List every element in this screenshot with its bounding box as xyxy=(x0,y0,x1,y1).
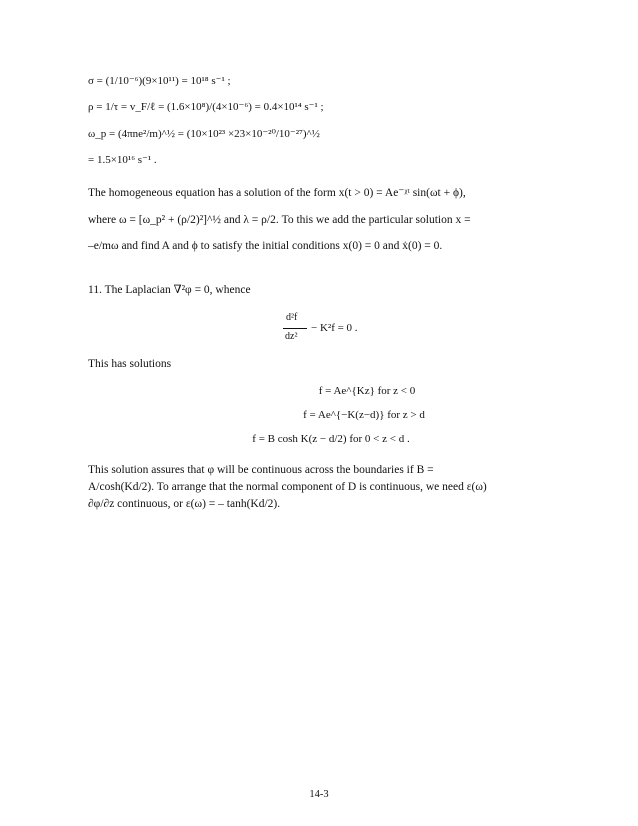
solution-between: f = B cosh K(z − d/2) for 0 < z < d . xyxy=(252,433,410,445)
ode-fraction-bar xyxy=(283,328,307,329)
ode-remainder: − K²f = 0 . xyxy=(311,322,358,334)
paragraph-homogeneous-line-3: –e/mω and find A and ϕ to satisfy the initial conditions x(0) = 0 and ẋ(0) = 0. xyxy=(88,240,443,252)
ode-denominator: dz² xyxy=(285,331,298,342)
equation-omega-p-value: = 1.5×10¹⁶ s⁻¹ . xyxy=(88,154,157,166)
paragraph-continuity-line-2: A/cosh(Kd/2). To arrange that the normal component of D is continuous, we need ε(ω) xyxy=(88,481,487,493)
page-number: 14-3 xyxy=(309,789,329,800)
paragraph-homogeneous-line-2: where ω = [ω_p² + (ρ/2)²]^½ and λ = ρ/2. To this we add the particular solution x = xyxy=(88,214,471,226)
section-11-intro: 11. The Laplacian ∇²φ = 0, whence xyxy=(88,284,251,296)
equation-sigma: σ = (1/10⁻⁶)(9×10¹¹) = 10¹⁸ s⁻¹ ; xyxy=(88,75,231,87)
paragraph-continuity-line-1: This solution assures that φ will be continuous across the boundaries if B = xyxy=(88,464,434,476)
has-solutions-text: This has solutions xyxy=(88,358,172,370)
solution-z-less-0: f = Ae^{Kz} for z < 0 xyxy=(318,385,416,397)
solution-z-greater-d: f = Ae^{−K(z−d)} for z > d xyxy=(303,409,425,421)
equation-omega-p: ω_p = (4πne²/m)^½ = (10×10²³ ×23×10⁻²⁰/10⁻²⁷)^½ xyxy=(88,128,320,140)
ode-numerator: d²f xyxy=(286,312,298,323)
paragraph-homogeneous-line-1: The homogeneous equation has a solution of the form x(t > 0) = Ae⁻ᵡᵗ sin(ωt + ϕ), xyxy=(88,187,466,199)
equation-rho: ρ = 1/τ = v_F/ℓ = (1.6×10⁸)/(4×10⁻⁶) = 0.4×10¹⁴ s⁻¹ ; xyxy=(88,101,324,113)
paragraph-continuity-line-3: ∂φ/∂z continuous, or ε(ω) = – tanh(Kd/2). xyxy=(88,498,281,510)
